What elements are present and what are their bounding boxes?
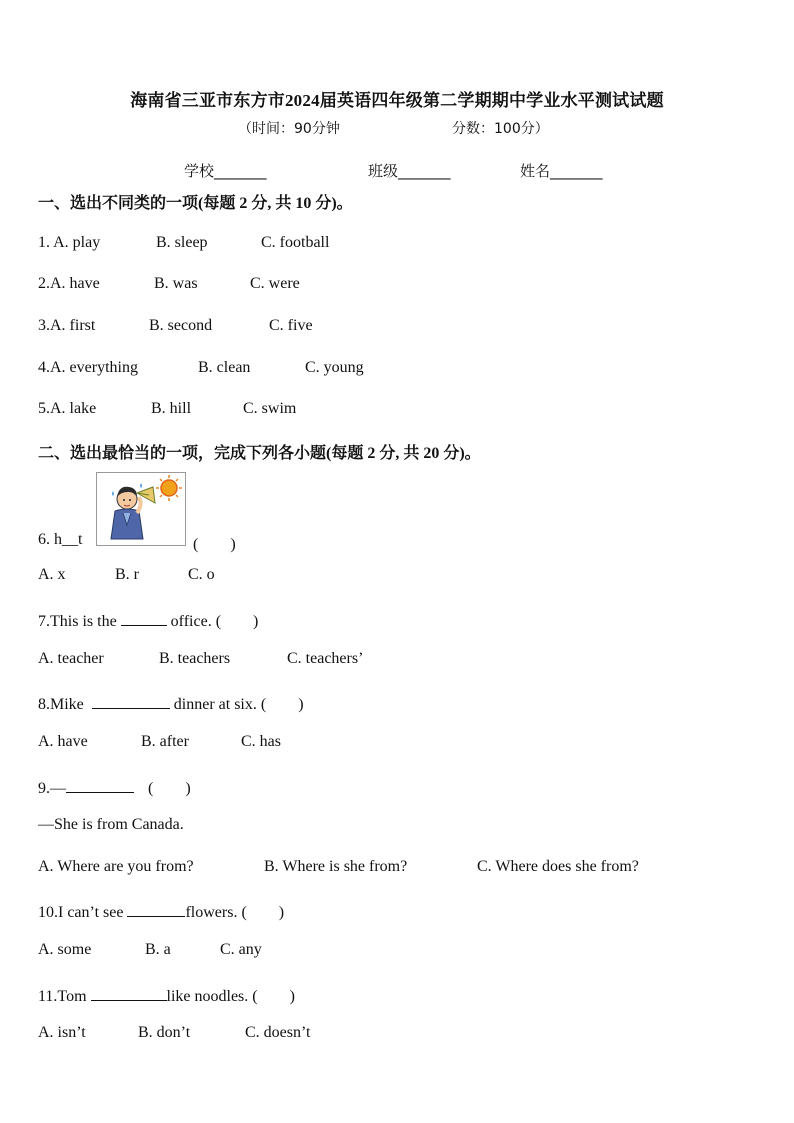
sun-icon (156, 475, 182, 501)
answer-paren: ( ) (148, 780, 191, 797)
question-11-stem (38, 983, 295, 1006)
option-b: B. teachers (159, 650, 231, 667)
stem-after: dinner at six. ( ) (173, 696, 304, 713)
option-a: A. x (38, 566, 66, 583)
score-info: 分数：100分） (452, 121, 549, 137)
question-10-stem (38, 899, 284, 922)
option-a: 1. A. play (38, 234, 101, 251)
boy-with-fan-icon (97, 473, 185, 545)
stem-after: flowers. ( ) (185, 904, 285, 921)
stem-before: 11.Tom (38, 988, 87, 1005)
option-a: 5.A. lake (38, 400, 97, 417)
option-b: B. Where is she from? (264, 858, 408, 875)
option-c: C. any (220, 941, 262, 958)
school-field: 学校_______ (184, 162, 267, 180)
option-b: B. was (154, 275, 198, 292)
option-c: C. doesn’t (245, 1024, 311, 1041)
name-field: 姓名_______ (520, 162, 603, 180)
time-info: （时间：90分钟 (238, 121, 340, 137)
answer-blank (127, 916, 185, 917)
option-c: C. teachers’ (287, 650, 364, 667)
option-b: B. sleep (156, 234, 208, 251)
option-a: A. have (38, 733, 88, 750)
option-a: 3.A. first (38, 317, 96, 334)
question-8-stem (38, 691, 304, 714)
answer-blank (66, 792, 134, 793)
option-b: B. a (145, 941, 171, 958)
question-9-stem (38, 775, 191, 798)
option-a: A. Where are you from? (38, 858, 194, 875)
stem-before: 9.— (38, 780, 66, 797)
option-c: C. were (250, 275, 300, 292)
option-a: A. some (38, 941, 92, 958)
stem-before: 10.I can’t see (38, 904, 124, 921)
answer-paren: ( ) (193, 536, 236, 553)
answer-blank (92, 708, 170, 709)
option-b: B. hill (151, 400, 192, 417)
stem-after: office. ( ) (170, 613, 259, 630)
option-b: B. r (115, 566, 139, 583)
option-c: C. has (241, 733, 281, 750)
option-c: C. Where does she from? (477, 858, 639, 875)
option-a: A. teacher (38, 650, 104, 667)
option-c: C. o (188, 566, 215, 583)
option-b: B. after (141, 733, 189, 750)
hot-weather-illustration (96, 472, 186, 546)
class-field: 班级_______ (368, 162, 451, 180)
option-b: B. clean (198, 359, 251, 376)
stem-before: 8.Mike (38, 696, 84, 713)
option-c: C. swim (243, 400, 297, 417)
answer-blank (91, 1000, 167, 1001)
answer-blank (121, 625, 167, 626)
option-b: B. don’t (138, 1024, 191, 1041)
dialogue-reply: —She is from Canada. (38, 816, 184, 833)
option-a: A. isn’t (38, 1024, 86, 1041)
question-6-stem: 6. h__t (38, 531, 83, 548)
option-a: 2.A. have (38, 275, 100, 292)
section-1-heading: 一、选出不同类的一项(每题 2 分, 共 10 分)。 (38, 195, 353, 212)
page-title: 海南省三亚市东方市2024届英语四年级第二学期期中学业水平测试试题 (130, 91, 664, 110)
question-7-stem (38, 608, 258, 631)
option-c: C. young (305, 359, 364, 376)
option-c: C. five (269, 317, 313, 334)
stem-after: like noodles. ( ) (166, 988, 295, 1005)
option-b: B. second (149, 317, 213, 334)
stem-before: 7.This is the (38, 613, 117, 630)
section-2-heading: 二、选出最恰当的一项，完成下列各小题(每题 2 分, 共 20 分)。 (38, 445, 481, 462)
option-c: C. football (261, 234, 330, 251)
option-a: 4.A. everything (38, 359, 138, 376)
